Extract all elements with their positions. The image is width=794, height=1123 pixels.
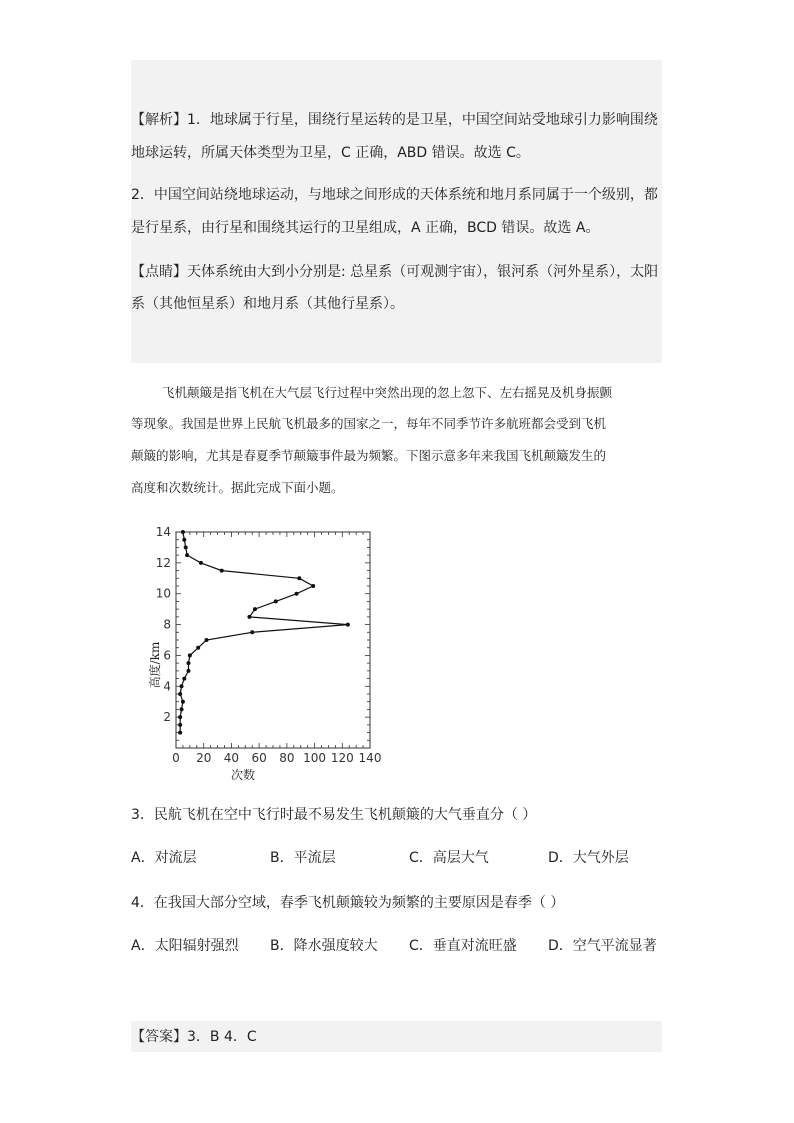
data-point [180,707,184,711]
data-point [186,669,190,673]
analysis-line-3: 2．中国空间站绕地球运动，与地球之间形成的天体系统和地月系同属于一个级别，都 [131,187,658,203]
data-point [295,592,299,596]
passage-line-3: 颠簸的影响，尤其是春夏季节颠簸事件最为频繁。下图示意多年来我国飞机颠簸发生的 [131,448,607,463]
data-point [346,623,350,627]
data-point [204,638,208,642]
x-tick-label: 80 [279,751,295,765]
q4-option-a[interactable]: A．太阳辐射强烈 [131,938,239,954]
x-tick-label: 140 [358,751,381,765]
analysis-panel [131,60,662,363]
analysis-line-1: 【解析】1．地球属于行星，围绕行星运转的是卫星，中国空间站受地球引力影响围绕 [131,112,658,128]
passage-line-2: 等现象。我国是世界上民航飞机最多的国家之一，每年不同季节许多航班都会受到飞机 [131,416,607,431]
data-point [181,530,185,534]
data-point [180,684,184,688]
q3-option-a[interactable]: A．对流层 [131,850,197,866]
answer-text: 【答案】3．B 4．C [131,1029,257,1045]
data-point [274,599,278,603]
x-tick-label: 20 [196,751,212,765]
q3-option-c[interactable]: C．高层大气 [409,850,489,866]
data-point [253,607,257,611]
x-tick-label: 100 [303,751,327,765]
x-axis-label: 次数 [230,768,256,782]
data-point [247,615,251,619]
data-point [188,653,192,657]
q4-option-b[interactable]: B．降水强度较大 [270,938,378,954]
y-tick-label: 14 [155,525,171,539]
data-point [199,561,203,565]
data-point [182,538,186,542]
data-point [196,646,200,650]
y-tick-label: 10 [155,586,171,601]
data-points [178,530,350,735]
x-tick-label: 0 [172,751,180,765]
x-tick-label: 60 [251,751,267,765]
data-point [181,700,185,704]
data-point [178,692,182,696]
y-tick-label: 2 [163,710,171,725]
data-point [178,715,182,719]
turbulence-height-chart [131,520,381,785]
data-point [297,576,301,580]
analysis-line-2: 地球运转，所属天体类型为卫星，C 正确，ABD 错误。故选 C。 [131,145,530,161]
data-point [185,553,189,557]
y-tick-label: 12 [155,555,171,570]
analysis-line-4: 是行星系，由行星和围绕其运行的卫星组成，A 正确，BCD 错误。故选 A。 [131,220,600,236]
tips-line-2: 系（其他恒星系）和地月系（其他行星系）。 [131,296,404,312]
data-point [250,630,254,634]
question-4-stem: 4．在我国大部分空域，春季飞机颠簸较为频繁的主要原因是春季（ ） [131,895,565,911]
y-tick-label: 6 [163,648,171,663]
data-point [311,584,315,588]
data-point [182,677,186,681]
y-tick-label: 8 [163,617,171,632]
q3-option-d[interactable]: D．大气外层 [548,850,629,866]
y-tick-label: 4 [163,679,171,694]
q4-option-c[interactable]: C．垂直对流旺盛 [409,938,517,954]
data-point [186,661,190,665]
data-point [178,731,182,735]
series-line [180,532,348,733]
data-point [184,545,188,549]
question-3-stem: 3．民航飞机在空中飞行时最不易发生飞机颠簸的大气垂直分（ ） [131,807,537,823]
q4-option-d[interactable]: D．空气平流显著 [548,938,657,954]
q3-option-b[interactable]: B．平流层 [270,850,336,866]
x-tick-label: 120 [330,751,354,765]
tick-labels [156,525,381,765]
data-point [220,569,224,573]
y-axis-label: 高度/km [148,641,162,689]
passage-line-1: 飞机颠簸是指飞机在大气层飞行过程中突然出现的忽上忽下、左右摇晃及机身振颤 [162,385,613,400]
passage-line-4: 高度和次数统计。据此完成下面小题。 [131,480,344,495]
tips-line-1: 【点睛】天体系统由大到小分别是: 总星系（可观测宇宙），银河系（河外星系），太阳 [131,264,659,280]
data-point [178,723,182,727]
x-tick-label: 40 [223,751,240,765]
